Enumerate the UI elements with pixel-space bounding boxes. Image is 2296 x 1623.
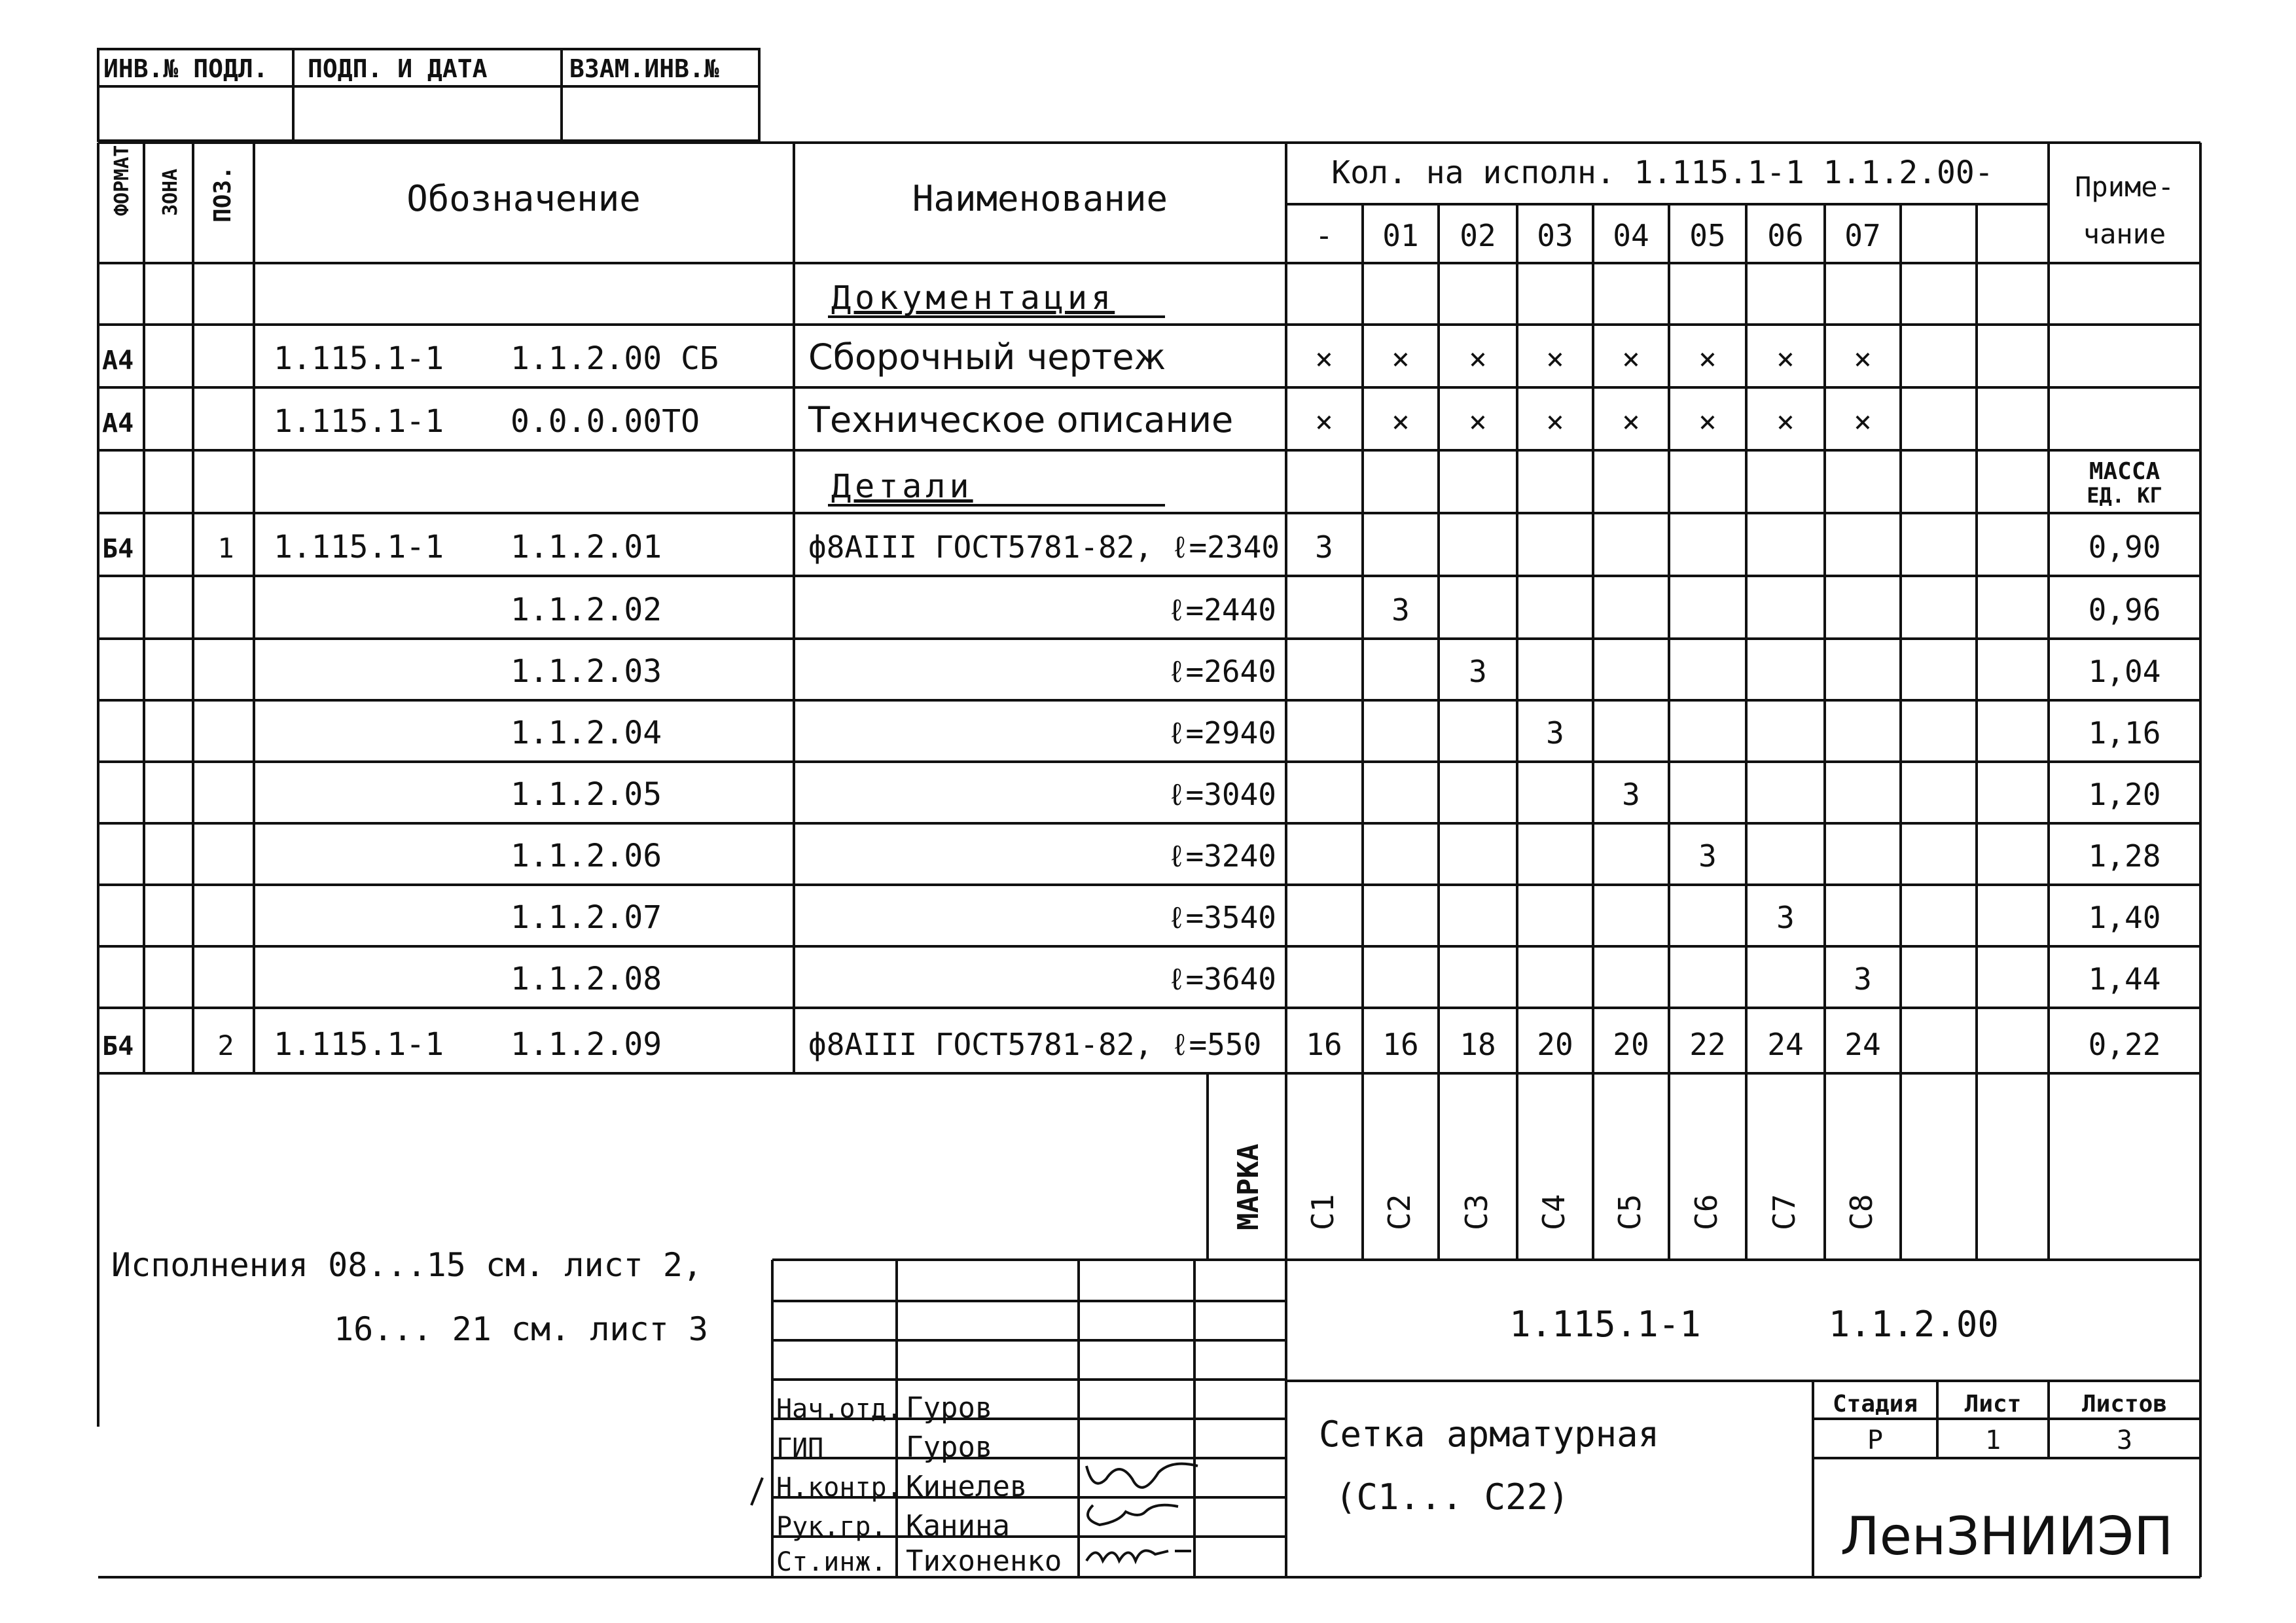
row-designation-code: 1.1.2.02 xyxy=(511,592,662,628)
row-note: 0,90 xyxy=(2088,529,2161,565)
row-designation-code: 0.0.0.00ТО xyxy=(511,403,700,440)
variant-header: 02 xyxy=(1460,218,1496,253)
variant-header: 04 xyxy=(1613,218,1649,253)
document-title-line-2: (С1... С22) xyxy=(1335,1476,1570,1518)
variant-header: 03 xyxy=(1537,218,1573,253)
stage-label: Стадия xyxy=(1832,1391,1918,1418)
signatures xyxy=(1086,1464,1198,1561)
sheets-value: 3 xyxy=(2116,1425,2133,1455)
qty-cell: 20 xyxy=(1613,1027,1649,1062)
qty-cell: × xyxy=(1854,404,1872,439)
row-note-unit: ЕД. КГ xyxy=(2087,483,2162,508)
row-designation-series: 1.115.1-1 xyxy=(274,340,444,377)
header-note-1: Приме- xyxy=(2075,171,2174,203)
row-name: Сборочный чертеж xyxy=(808,336,1166,378)
row-name: ф8АIII ГОСТ5781-82, ℓ=550 xyxy=(808,1027,1262,1062)
signer-name: Гуров xyxy=(906,1391,993,1425)
signature-kanina xyxy=(1088,1505,1178,1525)
header-name: Наименование xyxy=(912,178,1168,219)
row-designation-code: 1.1.2.03 xyxy=(511,653,662,690)
row-name: ℓ=3040 xyxy=(1167,777,1276,812)
variant-header: 07 xyxy=(1844,218,1881,253)
variant-header: 01 xyxy=(1382,218,1419,253)
section-title: Детали xyxy=(831,467,973,505)
qty-cell: × xyxy=(1776,341,1795,376)
row-name: ℓ=3540 xyxy=(1167,900,1276,935)
row-note: 0,22 xyxy=(2088,1027,2161,1062)
row-designation-code: 1.1.2.01 xyxy=(511,529,662,565)
row-name: ℓ=3240 xyxy=(1167,838,1276,874)
signer-role: Рук.гр. xyxy=(776,1512,887,1542)
header-qty-title: Кол. на исполн. 1.115.1-1 1.1.2.00- xyxy=(1331,154,1994,191)
qty-cell: 3 xyxy=(1546,715,1564,751)
qty-cell: × xyxy=(1391,404,1410,439)
mark-code: С6 xyxy=(1689,1194,1724,1230)
qty-cell: 3 xyxy=(1698,838,1717,874)
row-name: ℓ=2940 xyxy=(1167,715,1276,751)
row-note: 0,96 xyxy=(2088,592,2161,628)
signer-role: Н.контр. xyxy=(776,1472,903,1503)
signer-name: Тихоненко xyxy=(906,1544,1062,1578)
marka-label: МАРКА xyxy=(1232,1143,1265,1230)
qty-cell: × xyxy=(1315,404,1333,439)
qty-cell: 3 xyxy=(1776,900,1795,935)
sheet-label: Лист xyxy=(1964,1391,2022,1418)
row-note: 1,28 xyxy=(2088,838,2161,874)
row-designation-code: 1.1.2.08 xyxy=(511,961,662,997)
variant-header: 05 xyxy=(1689,218,1726,253)
header-zone: ЗОНА xyxy=(159,168,182,216)
qty-cell: 16 xyxy=(1382,1027,1419,1062)
sheets-label: Листов xyxy=(2081,1391,2168,1418)
signer-name: Канина xyxy=(906,1509,1010,1543)
row-note: 1,16 xyxy=(2088,715,2161,751)
qty-cell: 24 xyxy=(1767,1027,1804,1062)
qty-cell: 3 xyxy=(1315,529,1333,565)
row-name: ℓ=3640 xyxy=(1167,961,1276,997)
qty-cell: × xyxy=(1546,341,1564,376)
qty-cell: 3 xyxy=(1622,777,1640,812)
mark-code: С3 xyxy=(1459,1194,1494,1230)
variant-header: - xyxy=(1315,218,1333,253)
row-designation-code: 1.1.2.00 СБ xyxy=(511,340,719,377)
qty-cell: × xyxy=(1622,341,1640,376)
qty-cell: 16 xyxy=(1306,1027,1342,1062)
mark-code: С2 xyxy=(1382,1194,1417,1230)
qty-cell: 24 xyxy=(1844,1027,1881,1062)
header-pos: ПОЗ. xyxy=(209,166,236,223)
header-format: ФОРМАТ xyxy=(111,145,134,216)
signature-tikhonenko xyxy=(1086,1550,1191,1561)
qty-cell: 18 xyxy=(1460,1027,1496,1062)
note-line-1: Исполнения 08...15 см. лист 2, xyxy=(111,1246,703,1284)
document-title-line-1: Сетка арматурная xyxy=(1319,1414,1660,1455)
signer-role: Нач.отд. xyxy=(776,1394,903,1424)
qty-cell: 3 xyxy=(1469,654,1487,689)
qty-cell: × xyxy=(1776,404,1795,439)
qty-cell: × xyxy=(1469,404,1487,439)
qty-cell: × xyxy=(1391,341,1410,376)
mark-code: С4 xyxy=(1536,1194,1571,1230)
row-note: 1,44 xyxy=(2088,961,2161,997)
row-designation-code: 1.1.2.05 xyxy=(511,776,662,813)
section-title: Документация xyxy=(831,279,1115,317)
row-name: ф8АIII ГОСТ5781-82, ℓ=2340 xyxy=(808,529,1280,565)
row-designation-series: 1.115.1-1 xyxy=(274,529,444,565)
variant-header: 06 xyxy=(1767,218,1804,253)
mark-code: С7 xyxy=(1767,1194,1802,1230)
signer-name: Гуров xyxy=(906,1431,993,1464)
qty-cell: × xyxy=(1854,341,1872,376)
qty-cell: × xyxy=(1469,341,1487,376)
row-position: 1 xyxy=(217,532,234,564)
qty-cell: 20 xyxy=(1537,1027,1573,1062)
row-designation-series: 1.115.1-1 xyxy=(274,1026,444,1063)
row-format: Б4 xyxy=(102,1031,134,1061)
row-name: Техническое описание xyxy=(808,399,1234,440)
row-note: 1,04 xyxy=(2088,654,2161,689)
qty-cell: × xyxy=(1698,404,1717,439)
mark-code: С5 xyxy=(1612,1194,1647,1230)
signer-role: ГИП xyxy=(776,1433,824,1463)
row-position: 2 xyxy=(217,1029,234,1061)
qty-cell: × xyxy=(1546,404,1564,439)
approval-replace-header: ВЗАМ.ИНВ.№ xyxy=(569,54,719,83)
header-designation: Обозначение xyxy=(406,178,641,219)
mark-code: С1 xyxy=(1305,1194,1340,1230)
row-format: А4 xyxy=(102,346,134,376)
variant-headers xyxy=(1315,218,1881,253)
approval-inv-header: ИНВ.№ ПОДЛ. xyxy=(103,54,268,83)
row-designation-code: 1.1.2.04 xyxy=(511,715,662,751)
qty-cell: 3 xyxy=(1854,961,1872,997)
signature-kinelev xyxy=(1086,1464,1198,1488)
row-designation-series: 1.115.1-1 xyxy=(274,403,444,440)
row-designation-code: 1.1.2.09 xyxy=(511,1026,662,1063)
sheet-value: 1 xyxy=(1984,1425,2001,1455)
organization-name: ЛенЗНИИЭП xyxy=(1840,1506,2174,1567)
row-note: МАССА xyxy=(2089,458,2161,485)
row-note: 1,40 xyxy=(2088,900,2161,935)
note-line-2: 16... 21 см. лист 3 xyxy=(334,1310,708,1348)
qty-cell: 22 xyxy=(1689,1027,1726,1062)
qty-cell: × xyxy=(1315,341,1333,376)
row-format: А4 xyxy=(102,408,134,438)
qty-cell: × xyxy=(1622,404,1640,439)
row-designation-code: 1.1.2.07 xyxy=(511,899,662,936)
row-note: 1,20 xyxy=(2088,777,2161,812)
mark-code: С8 xyxy=(1844,1194,1879,1230)
row-name: ℓ=2640 xyxy=(1167,654,1276,689)
header-note-2: чание xyxy=(2083,218,2166,250)
qty-cell: × xyxy=(1698,341,1717,376)
row-designation-code: 1.1.2.06 xyxy=(511,838,662,874)
stage-value: Р xyxy=(1867,1425,1884,1455)
document-code: 1.115.1-1 1.1.2.00 xyxy=(1509,1304,1999,1345)
signer-role: Ст.инж. xyxy=(776,1547,887,1577)
approval-sign-header: ПОДП. И ДАТА xyxy=(308,54,488,83)
row-format: Б4 xyxy=(102,534,134,564)
qty-cell: 3 xyxy=(1391,592,1410,628)
row-name: ℓ=2440 xyxy=(1167,592,1276,628)
signer-name: Кинелев xyxy=(906,1470,1028,1503)
